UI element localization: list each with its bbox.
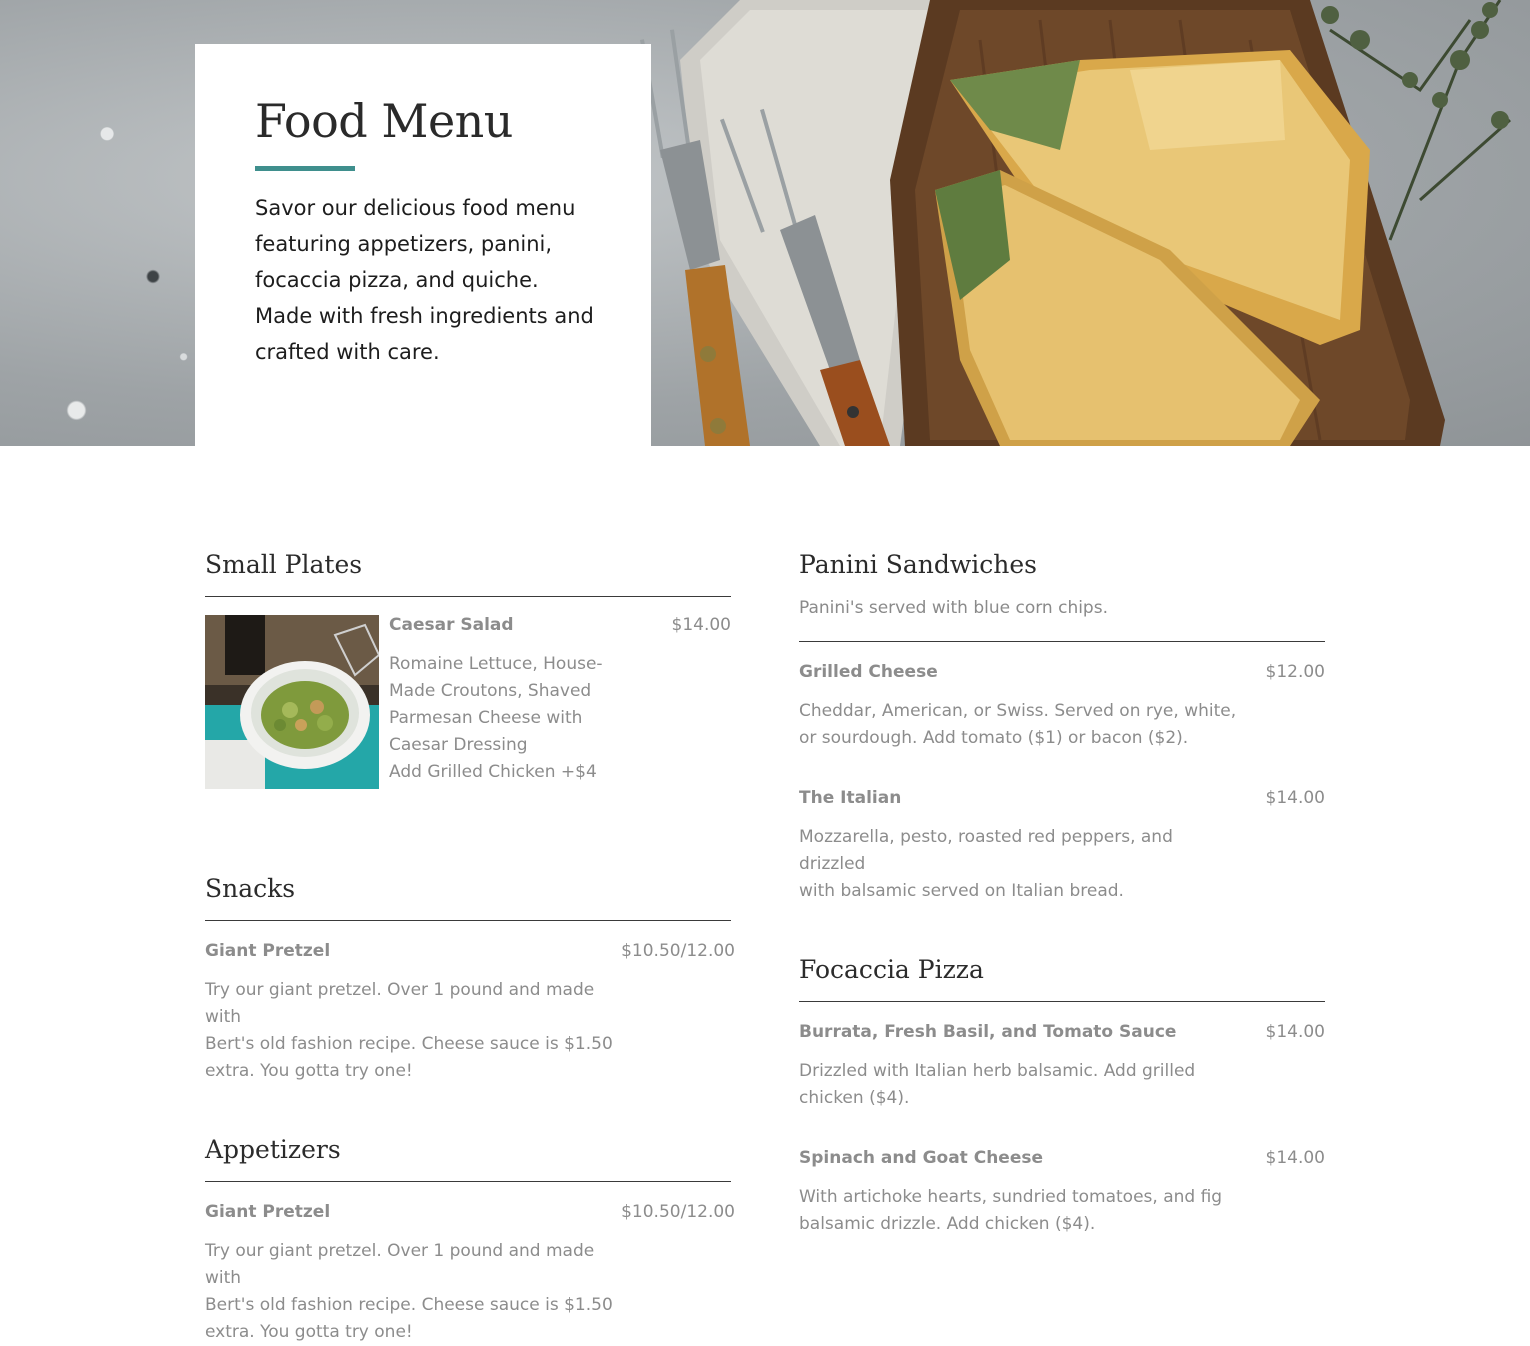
caesar-salad-photo bbox=[205, 615, 379, 789]
section-note: Panini's served with blue corn chips. bbox=[799, 598, 1108, 618]
item-description: Cheddar, American, or Swiss. Served on rye, white, or sourdough. Add tomato ($1) or bacon ($2). bbox=[799, 701, 1237, 748]
section-focaccia-pizza bbox=[799, 955, 1325, 1255]
item-price: $10.50/12.00 bbox=[621, 941, 735, 961]
item-name: Spinach and Goat Cheese bbox=[799, 1148, 1044, 1168]
item-description: Romaine Lettuce, House- Made Croutons, Shaved Parmesan Cheese with Caesar Dressing Add Grilled Chicken +$4 bbox=[389, 654, 603, 782]
item-description: Try our giant pretzel. Over 1 pound and made with Bert's old fashion recipe. Cheese sauce is $1.50 extra. You gotta try one! bbox=[205, 1241, 613, 1342]
item-description: With artichoke hearts, sundried tomatoes, and fig balsamic drizzle. Add chicken ($4). bbox=[799, 1187, 1223, 1234]
menu-item-the-italian bbox=[799, 788, 1325, 901]
item-price: $12.00 bbox=[1265, 662, 1325, 682]
section-appetizers bbox=[205, 1135, 735, 1342]
item-name: Grilled Cheese bbox=[799, 662, 938, 682]
title-accent-rule bbox=[255, 166, 355, 171]
item-name: Giant Pretzel bbox=[205, 1202, 331, 1222]
intro-description: Savor our delicious food menu featuring appetizers, panini, focaccia pizza, and quiche. Made with fresh ingredients and crafted with care. bbox=[255, 196, 594, 364]
item-description: Try our giant pretzel. Over 1 pound and made with Bert's old fashion recipe. Cheese sauce is $1.50 extra. You gotta try one! bbox=[205, 980, 613, 1081]
section-divider bbox=[205, 1181, 731, 1182]
item-price: $14.00 bbox=[1265, 1148, 1325, 1168]
menu-item-giant-pretzel bbox=[205, 941, 735, 1081]
section-divider bbox=[205, 920, 731, 921]
item-price: $14.00 bbox=[1265, 788, 1325, 808]
item-description: Mozzarella, pesto, roasted red peppers, and drizzled with balsamic served on Italian bread. bbox=[799, 827, 1173, 901]
item-price: $14.00 bbox=[671, 615, 731, 635]
menu-item-burrata-basil-tomato bbox=[799, 1022, 1325, 1122]
item-name: Giant Pretzel bbox=[205, 941, 331, 961]
section-divider bbox=[799, 1001, 1325, 1002]
page-title: Food Menu bbox=[255, 94, 513, 148]
section-title: Small Plates bbox=[205, 550, 363, 579]
section-panini-sandwiches bbox=[799, 550, 1325, 901]
section-divider bbox=[799, 641, 1325, 642]
menu-item-grilled-cheese bbox=[799, 662, 1325, 762]
item-name: Burrata, Fresh Basil, and Tomato Sauce bbox=[799, 1022, 1177, 1042]
section-title: Panini Sandwiches bbox=[799, 550, 1038, 579]
menu-item-giant-pretzel bbox=[205, 1202, 735, 1342]
section-title: Focaccia Pizza bbox=[799, 955, 984, 984]
section-divider bbox=[205, 596, 731, 597]
item-description: Drizzled with Italian herb balsamic. Add grilled chicken ($4). bbox=[799, 1061, 1196, 1108]
item-name: The Italian bbox=[799, 788, 902, 808]
item-price: $10.50/12.00 bbox=[621, 1202, 735, 1222]
section-title: Snacks bbox=[205, 874, 296, 903]
hero-banner bbox=[0, 0, 1530, 446]
item-price: $14.00 bbox=[1265, 1022, 1325, 1042]
intro-card bbox=[195, 44, 651, 446]
section-snacks bbox=[205, 874, 735, 1081]
item-name: Caesar Salad bbox=[389, 615, 514, 635]
menu-item-caesar-salad bbox=[205, 615, 731, 795]
section-title: Appetizers bbox=[205, 1135, 341, 1164]
menu-item-spinach-goat-cheese bbox=[799, 1148, 1325, 1248]
section-small-plates bbox=[205, 550, 731, 800]
